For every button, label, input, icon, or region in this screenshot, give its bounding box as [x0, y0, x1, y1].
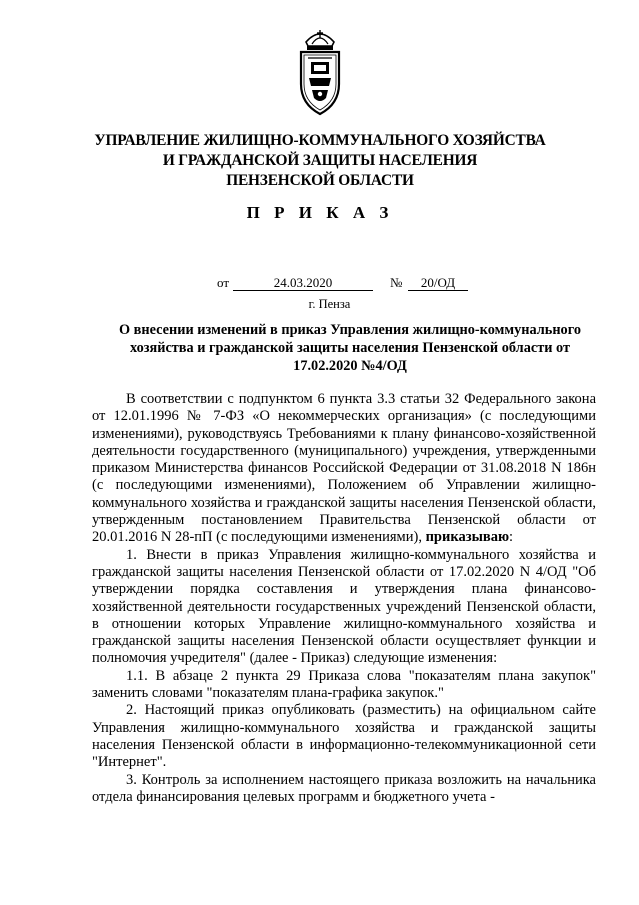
item-1: 1. Внести в приказ Управления жилищно-коммунального хозяйства и гражданской защиты населения Пензенской области от 17.02.2020 N 4/ОД "Об утверждении порядка составления и утверждения плана финансово-хозяйственной деятельности государственных учреждений Пензенской области, в отношении которых Управление жилищно-коммунального хозяйства и гражданской защиты населения Пензенской области осуществляет функции и полномочия учредителя" (далее - Приказ) следующие изменения: — [92, 546, 596, 667]
org-line-1: УПРАВЛЕНИЕ ЖИЛИЩНО-КОММУНАЛЬНОГО ХОЗЯЙСТВА — [94, 132, 546, 149]
subject-line-1: О внесении изменений в приказ Управления жилищно-коммунального — [118, 322, 581, 338]
preamble-text: В соответствии с подпунктом 6 пункта 3.3 статьи 32 Федерального закона от 12.01.1996 № 7-ФЗ «О некоммерческих организация» (с последующими изменениями), руководствуясь Требованиями к плану финансово-хозяйственной деятельности государственного (муниципального) учреждения, утвержденными приказом Министерства финансов Российской Федерации от 31.08.2018 N 186н (с последующими изменениями), Положением об Управлении жилищно-коммунального хозяйства и гражданской защиты населения Пензенской области, утвержденным постановлением Правительства Пензенской области от 20.01.2016 N 28-пП (с последующими изменениями), — [92, 391, 596, 546]
document-date: 24.03.2020 — [233, 275, 373, 291]
subject-line-3: 17.02.2020 №4/ОД — [293, 358, 407, 374]
organization-name — [40, 131, 600, 191]
number-prefix: № — [390, 275, 403, 290]
document-number: 20/ОД — [408, 275, 468, 291]
document-subject — [90, 321, 610, 375]
org-line-3: ПЕНЗЕНСКОЙ ОБЛАСТИ — [226, 172, 414, 189]
city: г. Пенза — [308, 297, 351, 311]
preamble-order-word: приказываю — [425, 529, 510, 546]
item-1-1: 1.1. В абзаце 2 пункта 29 Приказа слова "показателям плана закупок" заменить словами "показателям плана-графика закупок." — [92, 667, 596, 702]
date-number-line — [0, 275, 639, 295]
item-3: 3. Контроль за исполнением настоящего приказа возложить на начальника отдела финансирования целевых программ и бюджетного учета - — [92, 771, 596, 805]
org-line-2: И ГРАЖДАНСКОЙ ЗАЩИТЫ НАСЕЛЕНИЯ — [162, 152, 478, 169]
coat-of-arms-icon — [292, 28, 348, 120]
subject-line-2: хозяйства и гражданской защиты населения Пензенской области от — [129, 340, 571, 356]
item-2: 2. Настоящий приказ опубликовать (разместить) на официальном сайте Управления жилищно-коммунального хозяйства и гражданской защиты населения Пензенской области в информационно-телекоммуникационной сети "Интернет". — [92, 702, 596, 771]
preamble-paragraph — [92, 391, 596, 547]
date-prefix: от — [217, 275, 230, 290]
document-type: П Р И К А З — [246, 203, 394, 222]
preamble-end: : — [509, 529, 514, 546]
document-body — [92, 379, 596, 806]
